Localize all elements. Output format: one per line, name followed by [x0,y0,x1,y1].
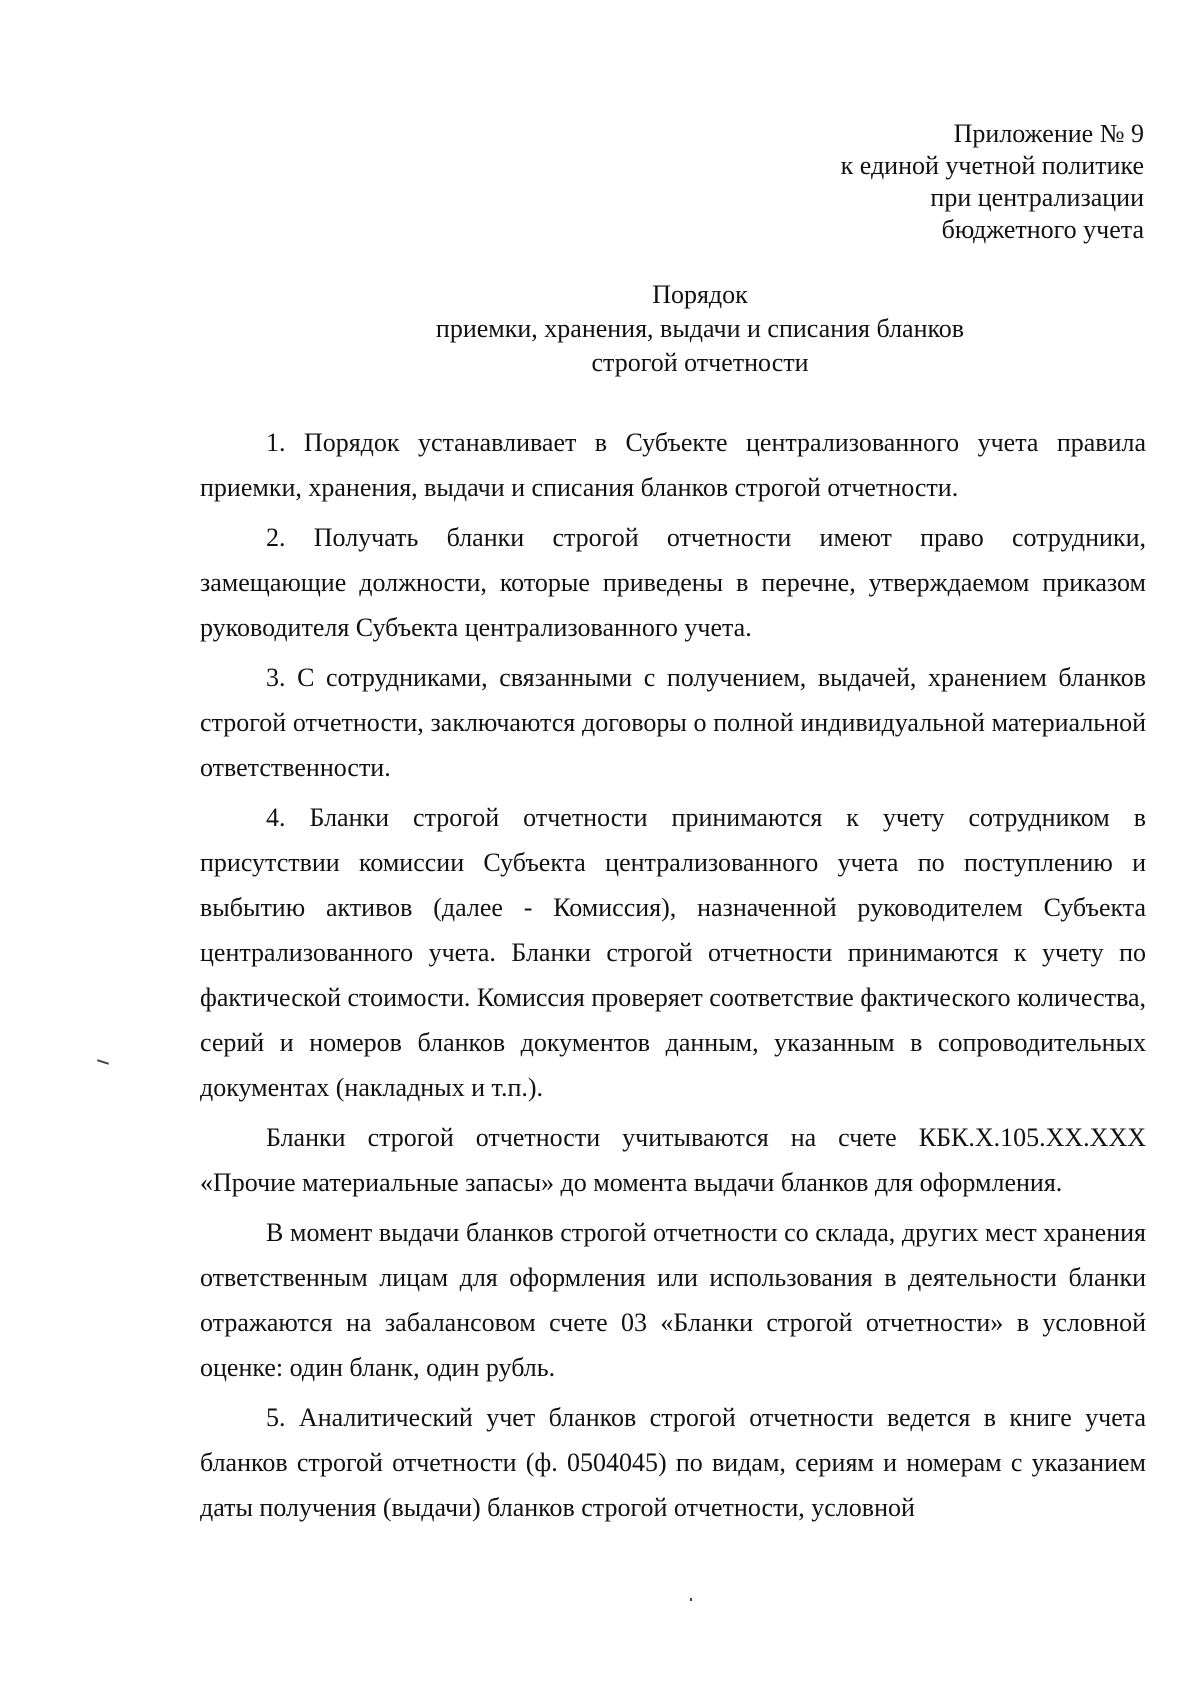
paragraph: 5. Аналитический учет бланков строгой отчетности ведется в книге учета бланков строгой отчетности (ф. 0504045) по видам, сериям и номерам с указанием даты получения (выдачи) бланков строгой отчетности, условной [200,1403,1146,1522]
appendix-line: к единой учетной политике [840,151,1144,180]
scan-dot [690,1598,692,1601]
title-line: Порядок [652,280,748,309]
document-body [200,420,1146,1535]
paragraph: 1. Порядок устанавливает в Субъекте централизованного учета правила приемки, хранения, выдачи и списания бланков строгой отчетности. [200,428,1146,502]
document-title [200,278,1200,380]
title-line: строгой отчетности [591,348,809,377]
paragraph: 3. С сотрудниками, связанными с получением, выдачей, хранением бланков строгой отчетности, заключаются договоры о полной индивидуальной материальной ответственности. [200,663,1146,782]
scan-mark [97,1059,109,1065]
appendix-header [841,118,1144,246]
title-line: приемки, хранения, выдачи и списания бланков [435,314,965,343]
paragraph: 2. Получать бланки строгой отчетности имеют право сотрудники, замещающие должности, которые приведены в перечне, утверждаемом приказом руководителя Субъекта централизованного учета. [200,523,1146,642]
appendix-line: при централизации [930,183,1144,212]
paragraph: 4. Бланки строгой отчетности принимаются к учету сотрудником в присутствии комиссии Субъекта централизованного учета по поступлению и выбытию активов (далее - Комиссия), назначенной руководителем Субъекта централизованного учета. Бланки строгой отчетности принимаются к учету по фактической стоимости. Комиссия проверяет соответствие фактического количества, серий и номеров бланков документов данным, указанным в сопроводительных документах (накладных и т.п.). [200,803,1146,1102]
paragraph: Бланки строгой отчетности учитываются на счете КБК.Х.105.ХХ.ХХХ «Прочие материальные запасы» до момента выдачи бланков для оформления. [200,1123,1146,1197]
appendix-line: Приложение № 9 [953,119,1144,148]
paragraph: В момент выдачи бланков строгой отчетности со склада, других мест хранения ответственным лицам для оформления или использования в деятельности бланки отражаются на забалансовом счете 03 «Бланки строгой отчетности» в условной оценке: один бланк, один рубль. [200,1218,1146,1382]
appendix-line: бюджетного учета [941,215,1144,244]
